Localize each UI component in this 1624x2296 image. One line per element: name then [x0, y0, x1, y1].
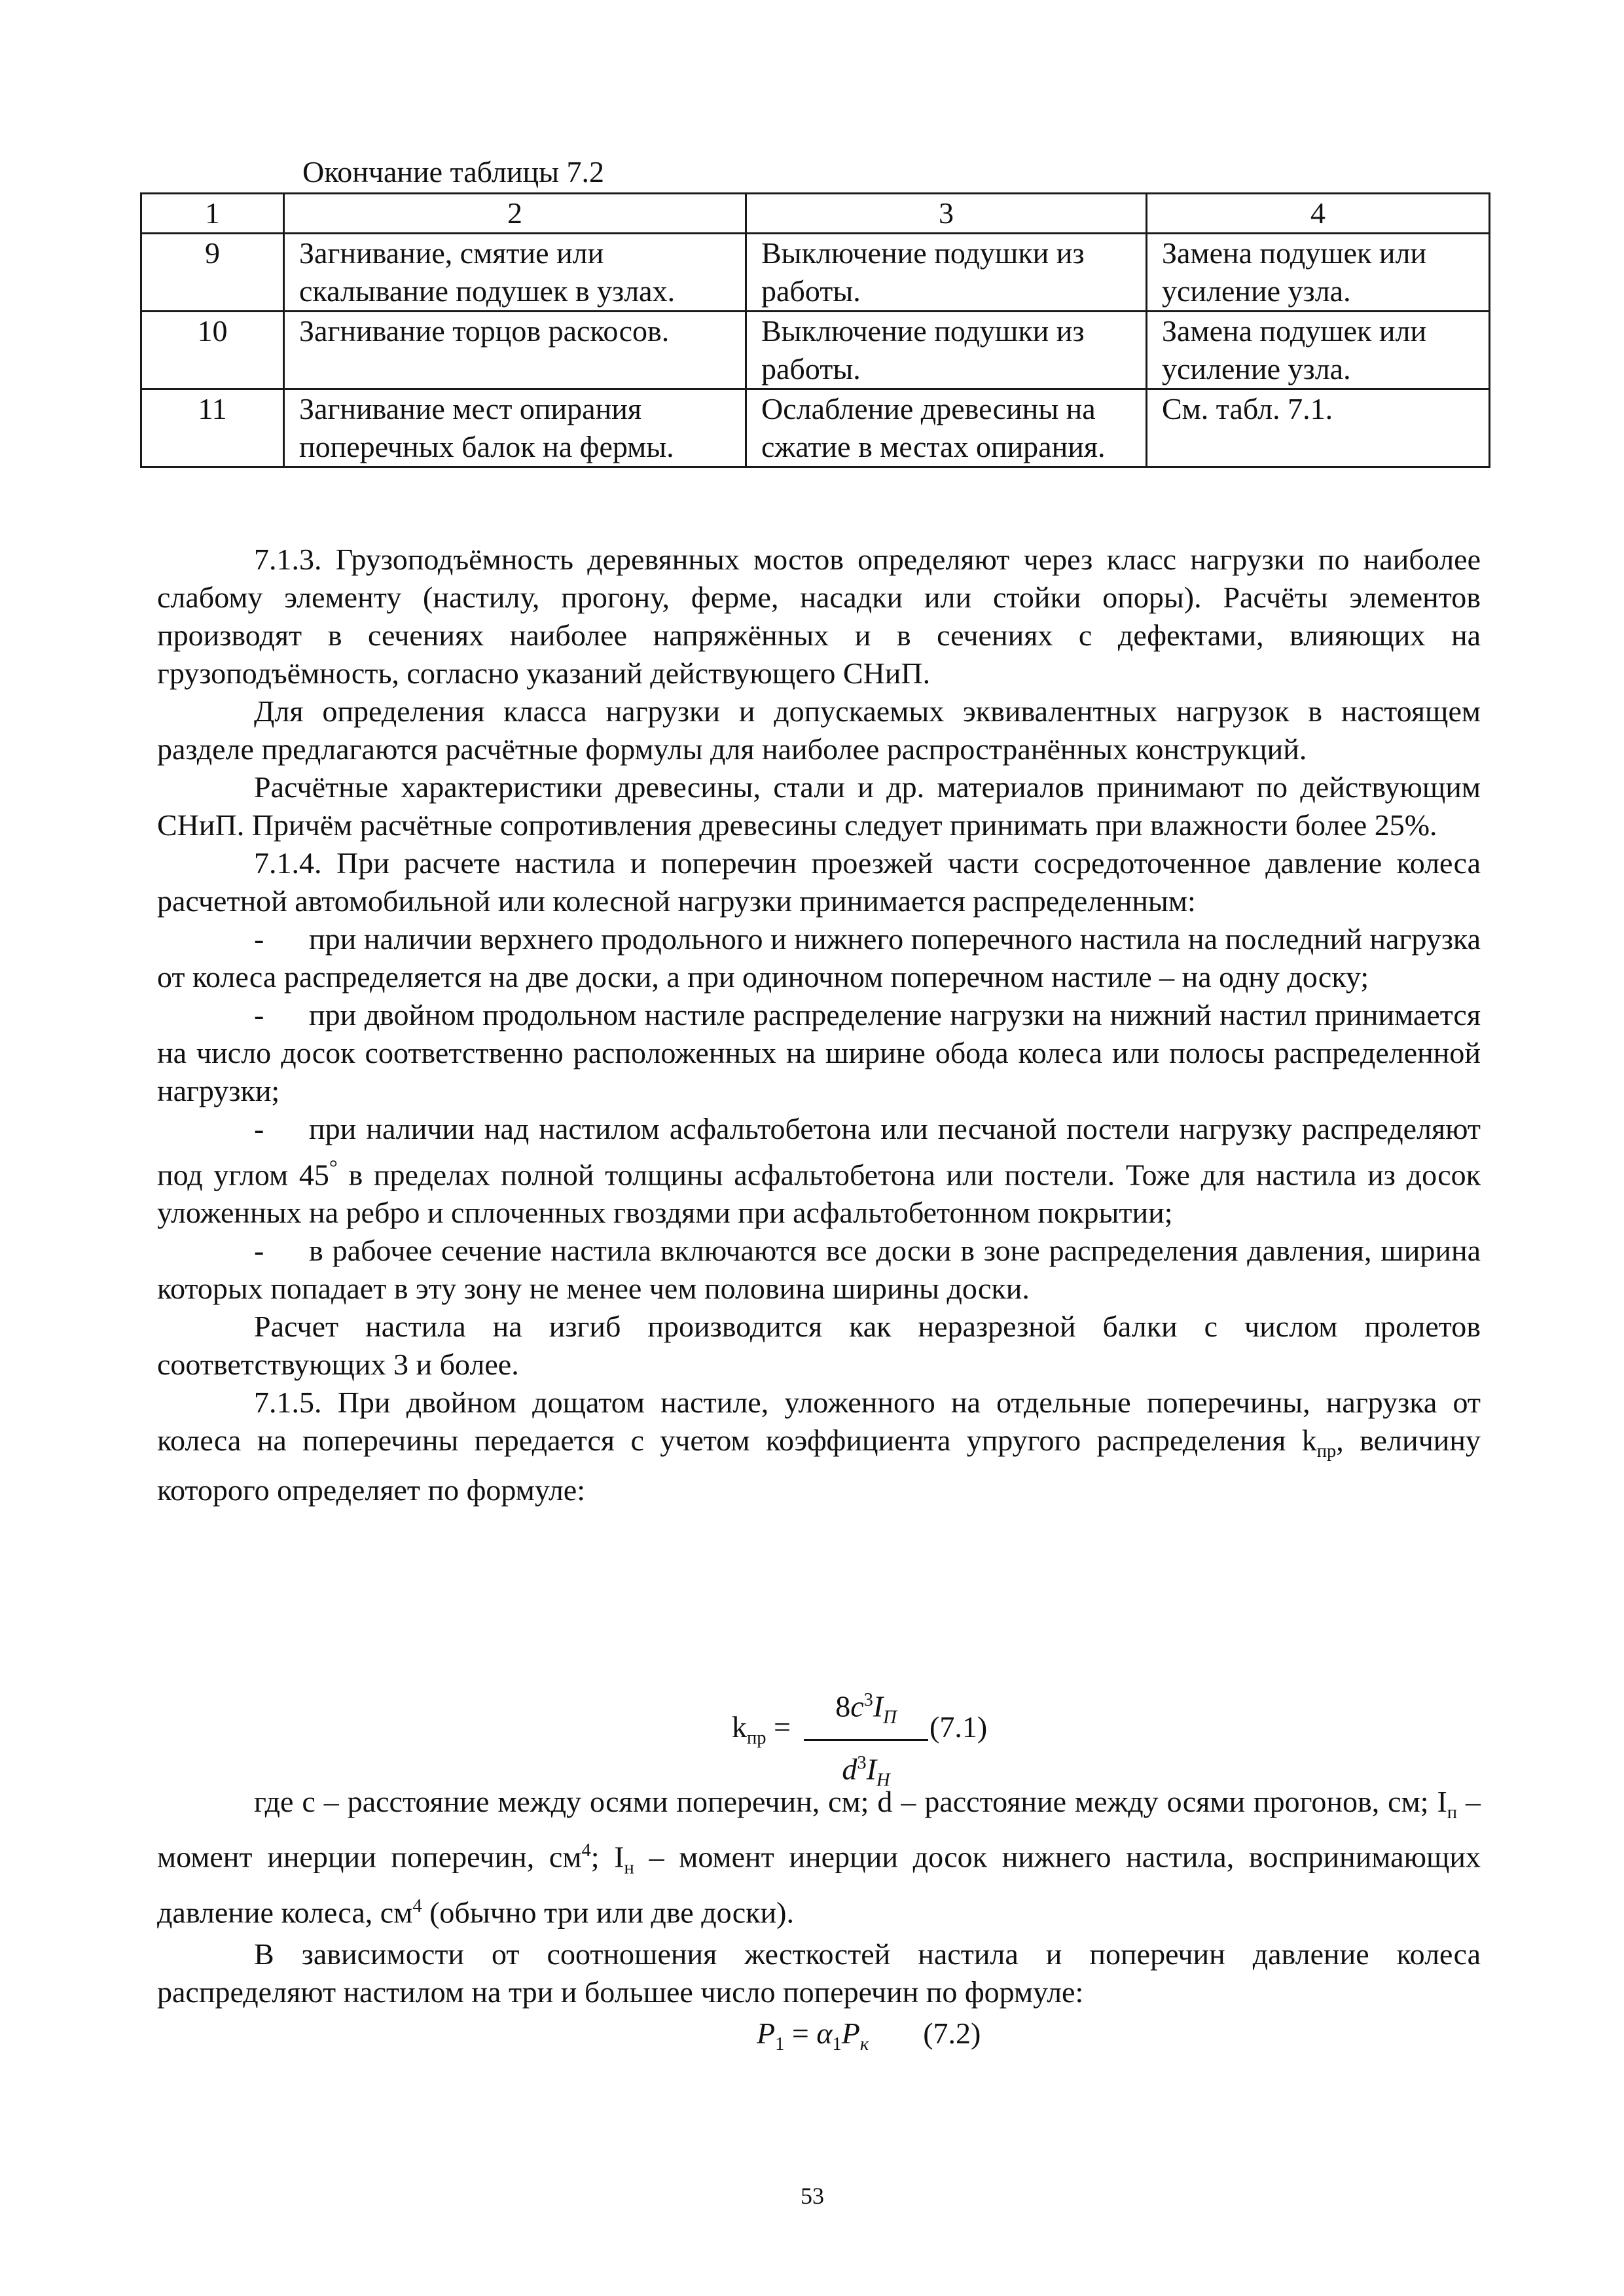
formula-symbol: I — [866, 1751, 876, 1785]
formula-coefficient: 8 — [835, 1689, 851, 1723]
paragraph-7-1-5 — [157, 1384, 1481, 1509]
header-cell: 4 — [1147, 194, 1490, 234]
bullet-item — [157, 920, 1481, 996]
formula-subscript: пр — [747, 1728, 767, 1749]
formula-symbol: P — [757, 2017, 776, 2050]
table-caption: Окончание таблицы 7.2 — [302, 155, 604, 188]
table-row — [141, 234, 1490, 312]
consequence-cell: Выключение подушки из работы. — [746, 234, 1147, 312]
table-header-row — [141, 194, 1490, 234]
paragraph-7-1-4: 7.1.4. При расчете настила и поперечин проезжей части сосредоточенное давление колеса расчетной автомобильной или колесной нагрузки принимается распределенным: — [157, 846, 1481, 918]
page-number: 53 — [801, 2183, 824, 2209]
fraction-numerator — [804, 1681, 928, 1738]
text-run: (обычно три или две доски). — [422, 1895, 794, 1929]
row-number: 11 — [141, 389, 284, 467]
formula-symbol: P — [841, 2017, 860, 2050]
text-run: – момент инерции поперечин, см — [157, 1785, 1481, 1874]
subscript: пр — [1316, 1441, 1337, 1462]
equals-sign: = — [784, 2017, 817, 2050]
header-cell: 1 — [141, 194, 284, 234]
bullet-text: в рабочее сечение настила включаются все доски в зоне распределения давления, ширина которых попадает в эту зону не менее чем половина ширины доски. — [157, 1234, 1481, 1306]
defects-table — [140, 192, 1490, 468]
formula-symbol: I — [873, 1689, 884, 1723]
row-number: 9 — [141, 234, 284, 312]
formula-symbol: k — [732, 1710, 747, 1744]
formula-subscript: к — [859, 2034, 869, 2055]
paragraph-7-1-3: 7.1.3. Грузоподъёмность деревянных мостов определяют через класс нагрузки по наиболее слабому элементу (настилу, прогону, ферме, насадки или стойки опоры). Расчёты элементов производят в сечениях наиболее напряжённых и в сечениях с дефектами, влияющих на грузоподъёмность, согласно указаний действующего СНиП. — [157, 543, 1481, 690]
formula-symbol: α — [816, 2017, 833, 2050]
body-text-continued — [157, 1783, 1481, 2011]
fraction-bar — [804, 1739, 928, 1741]
text-run: ; I — [590, 1840, 624, 1874]
formula-power: 3 — [863, 1690, 873, 1710]
subscript: н — [624, 1857, 634, 1878]
text-run: – момент инерции досок нижнего настила, воспринимающих давление колеса, см — [157, 1840, 1481, 1929]
body-text — [157, 541, 1481, 1509]
subscript: п — [1447, 1803, 1458, 1823]
formula-subscript: П — [883, 1707, 897, 1728]
formula-lhs — [732, 1710, 798, 1749]
remedy-cell: Замена подушек или усиление узла. — [1147, 312, 1490, 389]
dash-marker: - — [254, 1112, 264, 1145]
dash-marker: - — [254, 998, 264, 1031]
paragraph-where — [157, 1783, 1481, 1931]
formula-subscript: 1 — [775, 2034, 785, 2055]
bullet-item — [157, 996, 1481, 1110]
bullet-text: при двойном продольном настиле распределение нагрузки на нижний настил принимается на число досок соответственно расположенных на ширине обода колеса или полосы распределенной нагрузки; — [157, 998, 1481, 1107]
degree-sign: ° — [329, 1155, 338, 1179]
formula-symbol: c — [850, 1689, 864, 1723]
table-row — [141, 312, 1490, 389]
bullet-text: при наличии над настилом асфальтобетона или песчаной постели нагрузку распределяют под углом 45 — [157, 1112, 1481, 1192]
formula-power: 3 — [857, 1752, 867, 1773]
remedy-cell: См. табл. 7.1. — [1147, 389, 1490, 467]
header-cell: 3 — [746, 194, 1147, 234]
defect-cell: Загнивание, смятие или скалывание подушек в узлах. — [284, 234, 746, 312]
formula-fraction — [804, 1681, 928, 1800]
bullet-text: в пределах полной толщины асфальтобетона или постели. Тоже для настила из досок уложенных на ребро и сплоченных гвоздями при асфальтобетонном покрытии; — [157, 1158, 1481, 1230]
superscript: 4 — [581, 1840, 591, 1861]
defect-cell: Загнивание мест опирания поперечных балок на фермы. — [284, 389, 746, 467]
bullet-text: при наличии верхнего продольного и нижнего поперечного настила на последний нагрузка от колеса распределяется на две доски, а при одиночном поперечном настиле – на одну доску; — [157, 922, 1481, 994]
defect-cell: Загнивание торцов раскосов. — [284, 312, 746, 389]
remedy-cell: Замена подушек или усиление узла. — [1147, 234, 1490, 312]
formula-expression — [757, 2017, 869, 2055]
formula-7-1 — [732, 1681, 1098, 1791]
text-run: 7.1.5. При двойном дощатом настиле, уложенного на отдельные поперечины, нагрузка от колеса на поперечины передается с учетом коэффициента упругого распределения k — [157, 1386, 1481, 1458]
text-run: , величину которого определяет по формуле: — [157, 1424, 1481, 1507]
superscript: 4 — [412, 1895, 422, 1916]
bullet-item — [157, 1110, 1481, 1232]
dash-marker: - — [254, 1234, 264, 1268]
paragraph: Для определения класса нагрузки и допускаемых эквивалентных нагрузок в настоящем разделе предлагаются расчётные формулы для наиболее распространённых конструкций. — [157, 694, 1481, 766]
consequence-cell: Выключение подушки из работы. — [746, 312, 1147, 389]
consequence-cell: Ослабление древесины на сжатие в местах опирания. — [746, 389, 1147, 467]
formula-subscript: Н — [876, 1770, 890, 1791]
table-row — [141, 389, 1490, 467]
text-run: где с – расстояние между осями поперечин, см; d – расстояние между осями прогонов, см; I — [254, 1785, 1447, 1818]
formula-7-2 — [757, 2016, 1032, 2062]
paragraph: Расчет настила на изгиб производится как неразрезной балки с числом пролетов соответствующих 3 и более. — [157, 1310, 1481, 1382]
paragraph: В зависимости от соотношения жесткостей настила и поперечин давление колеса распределяют настилом на три и большее число поперечин по формуле: — [157, 1937, 1481, 2009]
paragraph: Расчётные характеристики древесины, стали и др. материалов принимают по действующим СНиП. Причём расчётные сопротивления древесины следует принимать при влажности более 25%. — [157, 770, 1481, 842]
header-cell: 2 — [284, 194, 746, 234]
equals-sign: = — [766, 1710, 799, 1744]
bullet-item — [157, 1232, 1481, 1308]
formula-subscript: 1 — [832, 2034, 842, 2055]
equation-number: (7.1) — [929, 1710, 988, 1744]
row-number: 10 — [141, 312, 284, 389]
formula-symbol: d — [842, 1751, 857, 1785]
equation-number: (7.2) — [923, 2017, 981, 2050]
dash-marker: - — [254, 922, 264, 956]
